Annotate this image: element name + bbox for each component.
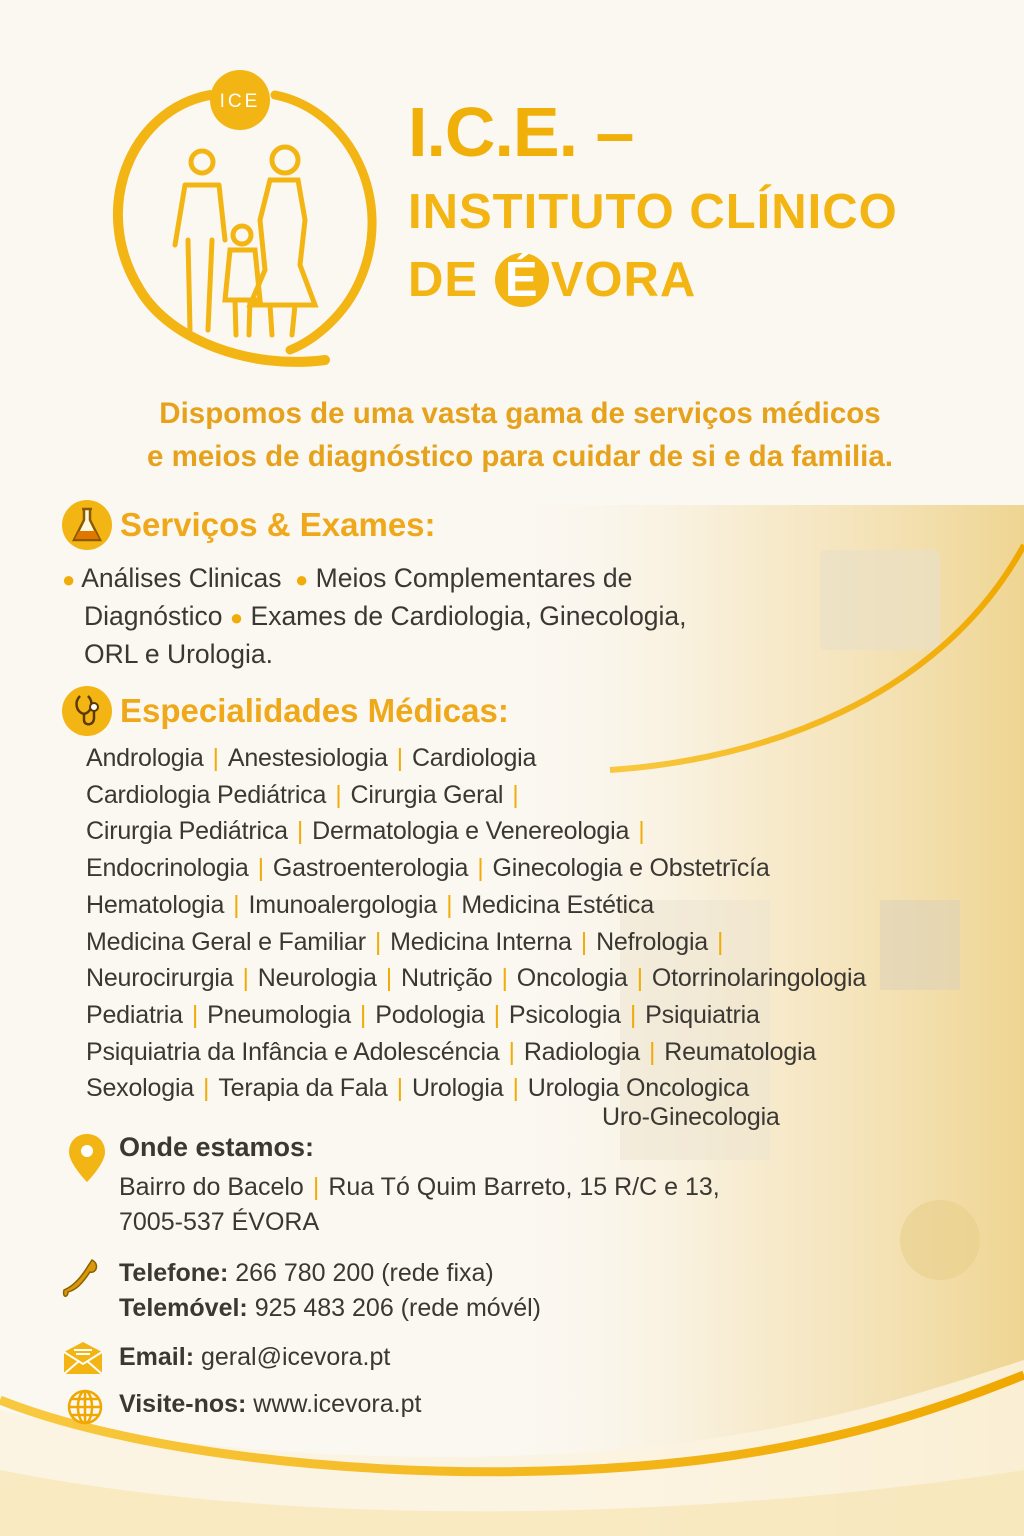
specialty-row	[86, 997, 866, 1034]
separator: |	[312, 1173, 320, 1201]
specialty-item: Terapia da Fala	[218, 1074, 388, 1103]
specialty-row	[86, 960, 866, 997]
mobile-value[interactable]: 925 483 206 (rede móvél)	[254, 1294, 541, 1322]
specialty-row	[86, 887, 866, 924]
service-item: Análises Clinicas	[81, 563, 282, 593]
separator: |	[203, 1074, 210, 1103]
separator: |	[636, 964, 643, 993]
specialty-item: Cirurgia Geral	[350, 780, 504, 809]
separator: |	[212, 744, 219, 772]
specialties-list	[86, 740, 866, 1107]
separator: |	[233, 890, 240, 919]
title-evora-rest: VORA	[550, 253, 697, 307]
separator: |	[501, 964, 508, 993]
specialty-item: Uro-Ginecologia	[602, 1103, 780, 1131]
website-line	[119, 1387, 421, 1422]
specialties-heading	[62, 686, 509, 736]
title-de: DE	[408, 253, 479, 307]
specialty-row	[86, 1034, 866, 1071]
location-heading: Onde estamos:	[119, 1132, 315, 1162]
specialty-row	[86, 777, 866, 814]
email-link[interactable]: geral@icevora.pt	[200, 1343, 391, 1371]
specialty-item: Pediatria	[86, 1000, 183, 1029]
specialty-row	[86, 924, 866, 961]
services-heading	[62, 500, 436, 550]
separator: |	[257, 854, 264, 883]
specialty-item: Medicina Geral e Familiar	[86, 927, 366, 956]
address-part-2: Rua Tó Quim Barreto, 15 R/C e 13,	[328, 1173, 720, 1201]
specialty-item: Ginecologia e Obstetrīcía	[492, 854, 770, 883]
specialty-item: Cardiologia Pediátrica	[86, 780, 327, 809]
logo-badge-text: ICE	[219, 91, 261, 112]
specialty-item: Radiologia	[523, 1037, 640, 1066]
location-block	[119, 1130, 720, 1240]
specialty-item: Psiquiatria	[645, 1000, 760, 1029]
phone-value[interactable]: 266 780 200 (rede fixa)	[235, 1259, 494, 1287]
flask-icon	[62, 500, 112, 550]
address-part-1: Bairro do Bacelo	[119, 1173, 304, 1201]
specialties-heading-text: Especialidades Médicas:	[120, 692, 509, 729]
address-line-2: 7005-537 ÉVORA	[119, 1208, 320, 1236]
phone-label: Telefone:	[119, 1259, 229, 1287]
specialty-item: Urologia	[411, 1074, 504, 1103]
separator: |	[638, 817, 645, 846]
stethoscope-icon	[62, 686, 112, 736]
separator: |	[396, 744, 403, 772]
separator: |	[191, 1000, 199, 1029]
specialty-item: Gastroenterologia	[272, 854, 469, 883]
specialty-item: Otorrinolaringologia	[651, 964, 867, 993]
website-label: Visite-nos:	[119, 1390, 247, 1418]
separator: |	[385, 964, 392, 993]
title-abbreviation: I.C.E. –	[408, 93, 634, 171]
website-link[interactable]: www.icevora.pt	[253, 1390, 422, 1418]
email-line	[119, 1340, 390, 1375]
separator: |	[580, 927, 588, 956]
title-instituto-clinico: INSTITUTO CLÍNICO	[408, 185, 898, 239]
specialty-row	[86, 813, 866, 850]
separator: |	[508, 1037, 515, 1066]
bullet-icon: ●	[229, 605, 244, 630]
specialty-row	[86, 850, 866, 887]
bullet-icon: ●	[288, 567, 309, 592]
specialty-item: Cardiologia	[411, 744, 537, 772]
email-label: Email:	[119, 1343, 195, 1371]
specialty-item: Urologia Oncologica	[527, 1074, 750, 1103]
specialty-item: Sexologia	[86, 1074, 195, 1103]
intro-line-1: Dispomos de uma vasta gama de serviços médicos	[159, 397, 881, 430]
separator: |	[648, 1037, 656, 1066]
specialty-item: Reumatologia	[664, 1037, 817, 1066]
phone-block	[119, 1256, 541, 1326]
specialty-item: Hematologia	[86, 890, 225, 919]
specialty-item: Endocrinologia	[86, 854, 249, 883]
service-item: Meios Complementares de Diagnóstico	[84, 563, 633, 631]
specialty-item: Nefrologia	[596, 927, 709, 956]
logo	[100, 70, 385, 370]
separator: |	[629, 1000, 637, 1029]
separator: |	[512, 1074, 519, 1103]
separator: |	[446, 890, 453, 919]
separator: |	[242, 964, 249, 993]
specialty-item: Medicina Interna	[390, 927, 572, 956]
specialty-item: Andrologia	[86, 744, 204, 772]
separator: |	[512, 780, 519, 809]
specialty-item: Oncologia	[516, 964, 628, 993]
services-heading-text: Serviços & Exames:	[120, 506, 436, 543]
separator: |	[493, 1000, 500, 1029]
title-initial-circle: É	[495, 253, 549, 307]
title-de-evora	[408, 252, 696, 308]
specialty-item: Dermatologia e Venereologia	[312, 817, 630, 846]
separator: |	[717, 927, 724, 956]
specialty-item: Podologia	[375, 1000, 485, 1029]
specialty-item: Medicina Estética	[461, 890, 654, 919]
specialty-row	[86, 740, 866, 777]
separator: |	[477, 854, 484, 883]
separator: |	[359, 1000, 367, 1029]
specialty-item: Nutrição	[400, 964, 493, 993]
specialty-item: Neurologia	[257, 964, 377, 993]
specialty-item: Cirurgia Pediátrica	[86, 817, 288, 846]
email-icon	[62, 1340, 104, 1381]
specialty-item: Neurocirurgia	[86, 964, 234, 993]
intro-text	[0, 392, 1024, 478]
specialty-item: Anestesiologia	[227, 744, 388, 772]
location-pin-icon	[66, 1132, 108, 1189]
specialty-item: Psicologia	[508, 1000, 621, 1029]
separator: |	[335, 780, 342, 809]
specialty-item: Psiquiatria da Infância e Adolescéncia	[86, 1037, 500, 1066]
service-item: Exames de Cardiologia, Ginecologia, ORL e Urologia.	[84, 601, 687, 669]
globe-icon	[66, 1388, 104, 1431]
separator: |	[296, 817, 304, 846]
specialty-item: Pneumologia	[207, 1000, 351, 1029]
intro-line-2: e meios de diagnóstico para cuidar de si e da familia.	[147, 440, 893, 473]
specialty-row	[86, 1070, 866, 1107]
phone-icon	[60, 1256, 104, 1305]
separator: |	[374, 927, 382, 956]
services-list	[62, 560, 702, 673]
separator: |	[396, 1074, 403, 1103]
specialty-item: Imunoalergologia	[248, 890, 438, 919]
mobile-label: Telemóvel:	[119, 1294, 248, 1322]
bullet-icon: ●	[62, 567, 76, 592]
